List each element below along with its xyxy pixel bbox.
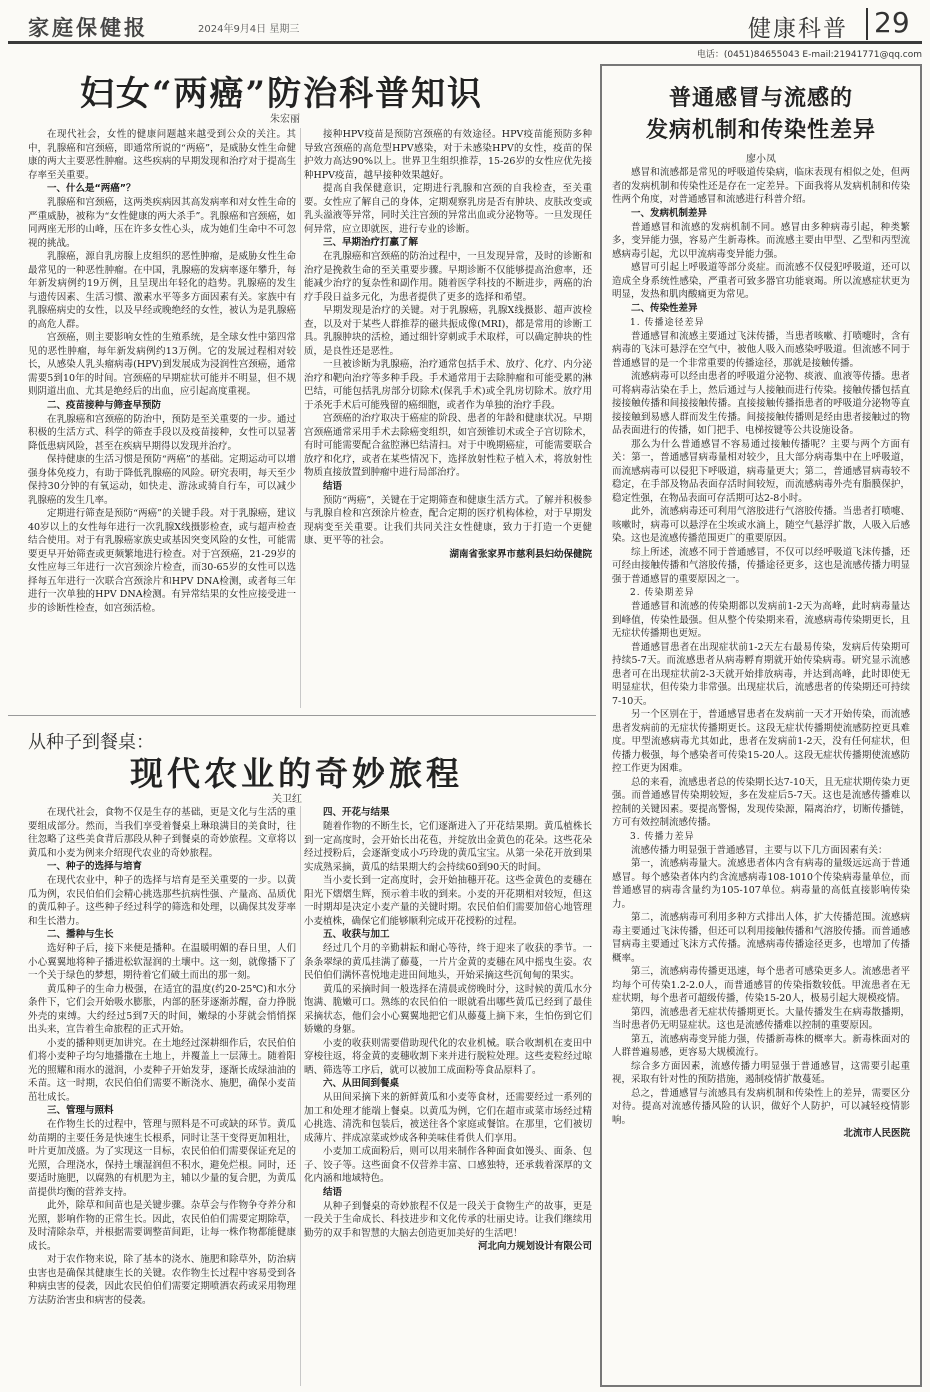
paragraph: 宫颈癌的治疗取决于癌症的阶段、患者的年龄和健康状况。早期宫颈癌通常采用手术去除癌变组织，如宫颈锥切术或全子宫切除术，有时可能需要配合盆腔淋巴结清扫。对于中晚期癌症，可能需要联合放疗和化疗，或者在某些情况下，选择放射性粒子植入术，将放射性物质直接放置到肿瘤中进行局部治疗。 bbox=[304, 413, 592, 478]
section-heading: 三、早期治疗打赢了解 bbox=[323, 237, 419, 248]
paragraph: 小麦加工成面粉后，则可以用来制作各种面食如馒头、面条、包子、饺子等。这些面食不仅营养丰富、口感独特，还承载着深厚的文化内涵和地域特色。 bbox=[304, 1146, 592, 1184]
paragraph: 总之，普通感冒与流感具有发病机制和传染性上的差异，需要区分对待。提高对流感传播风险的认识，做好个人防护，可以减轻疫情影响。 bbox=[612, 1087, 910, 1126]
section-heading: 二、疫苗接种与筛查早预防 bbox=[47, 399, 162, 411]
article1-column-left bbox=[28, 128, 296, 708]
section-heading: 二、播种与生长 bbox=[47, 929, 114, 940]
subsection-heading: 2. 传染期差异 bbox=[630, 588, 695, 598]
section-heading: 五、收获与加工 bbox=[323, 929, 390, 940]
paragraph: 早期发现是治疗的关键。对于乳腺癌，乳腺X线摄影、超声波检查，以及对于某些人群推荐的磁共振成像(MRI)，都是常用的诊断工具。乳腺肿块的活检，通过细针穿刺或手术取样，可以确定肿块的性质，是良性还是恶性。 bbox=[304, 305, 592, 357]
paragraph: 提高自我保健意识，定期进行乳腺和宫颈的自我检查，至关重要。女性应了解自己的身体，定期观察乳房是否有肿块、皮肤改变或乳头溢液等异常，同时关注宫颈的异常出血或分泌物等。一旦发现任何异常，应立即就医，进行专业的诊断。 bbox=[304, 183, 592, 235]
section-heading: 一、发病机制差异 bbox=[631, 207, 708, 219]
paragraph: 综合多方面因素，流感传播力明显强于普通感冒，这需要引起重视，采取有针对性的预防措施，遏制疫情扩散蔓延。 bbox=[612, 1060, 910, 1085]
paragraph: 综上所述，流感不同于普通感冒，不仅可以经呼吸道飞沫传播，还可经由接触传播和气溶胶传播，传播途径更多，这也是流感传播力明显强于普通感冒的重要原因之一。 bbox=[612, 546, 910, 585]
paragraph: 黄瓜的采摘时间一般选择在清晨或傍晚时分，这时候的黄瓜水分饱满、脆嫩可口。熟练的农民伯伯一眼就看出哪些黄瓜已经到了最佳采摘状态，他们会小心翼翼地把它们从藤蔓上摘下来，生怕伤到它们娇嫩的身躯。 bbox=[304, 983, 592, 1035]
section-heading: 一、什么是“两癌”？ bbox=[47, 183, 136, 194]
paragraph: 另一个区别在于，普通感冒患者在发病前一天才开始传染，而流感患者发病前的无症状传播期更长。这段无症状传播期使流感防控更具难度。甲型流感病毒尤其如此，患者在发病前1-2天，没有任何症状，但传播力极强，每个感染者可传染15-20人。这段无症状传播期使流感防控工作更为困难。 bbox=[612, 709, 910, 774]
paragraph: 此外，流感病毒还可利用气溶胶进行气溶胶传播。当患者打喷嚏、咳嗽时，病毒可以悬浮在尘埃或水滴上，随空气悬浮扩散，人吸入后感染。这也是流感传播范围更广的重要原因。 bbox=[612, 506, 910, 544]
paragraph: 小麦的收获则需要借助现代化的农业机械。联合收割机在麦田中穿梭往返，将金黄的麦穗收割下来并进行脱粒处理。这些麦粒经过晾晒、筛选等工序后，就可以被加工成面粉等食品原料了。 bbox=[304, 1037, 592, 1076]
paragraph: 第三，流感病毒传播更迅速，每个患者可感染更多人。流感患者平均每个可传染1.2-2.0人，而普通感冒的传染指数较低。甲流患者在无症状期，每个患者可超级传播，传染15-20人，极易引起大规模疫情。 bbox=[612, 966, 910, 1004]
section-heading: 结语 bbox=[323, 480, 343, 492]
section-heading: 六、从田间到餐桌 bbox=[323, 1078, 400, 1089]
author-affiliation: 湖南省张家界市慈利县妇幼保健院 bbox=[449, 548, 592, 560]
paragraph: 对于农作物来说，除了基本的浇水、施肥和除草外，防治病虫害也是确保其健康生长的关键。农作物生长过程中容易受到各种病虫害的侵袭，因此农民伯伯们需要定期喷洒农药或采用物理方法防治害虫和病害的侵袭。 bbox=[28, 1254, 296, 1306]
paragraph: 在乳腺癌和宫颈癌的防治中，预防是至关重要的一步。通过积极的生活方式、科学的筛查手段以及疫苗接种，女性可以显著降低患病风险，甚至在疾病早期得以发现并治疗。 bbox=[28, 413, 296, 452]
paragraph: 感冒可引起上呼吸道等部分炎症。而流感不仅侵犯呼吸道，还可以造成全身系统性感染，严重者可致多器官功能衰竭。所以流感症状更为明显，发热和肌肉酸痛更为常见。 bbox=[612, 262, 910, 300]
paragraph: 流感传播力明显强于普通感冒，主要与以下几方面因素有关： bbox=[631, 844, 888, 856]
newspaper-name: 家庭保健报 bbox=[28, 16, 148, 40]
masthead-divider bbox=[866, 8, 868, 40]
paragraph: 感冒和流感都是常见的呼吸道传染病，临床表现有相似之处，但两者的发病机制和传染性还是存在一定差异。下面我将从发病机制和传染性两个角度，对普通感冒和流感进行科普介绍。 bbox=[612, 167, 910, 205]
section-heading: 结语 bbox=[323, 1186, 343, 1198]
section-name: 健康科普 bbox=[748, 16, 848, 42]
paragraph: 在现代社会，食物不仅是生存的基础，更是文化与生活的重要组成部分。然而，当我们享受着餐桌上琳琅满目的美食时，往往忽略了这些美食背后那段从种子到餐桌的奇妙旅程。文章将以黄瓜和小麦为例来介绍现代农业的奇妙旅程。 bbox=[28, 807, 296, 859]
paragraph: 从种子到餐桌的奇妙旅程不仅是一段关于食物生产的故事，更是一段关于生命成长、科技进步和文化传承的壮丽史诗。让我们继续用勤劳的双手和智慧的大脑去创造更加美好的生活吧！ bbox=[304, 1200, 592, 1239]
article2-title: 现代农业的奇妙旅程 bbox=[130, 754, 463, 793]
paragraph: 在乳腺癌和宫颈癌的防治过程中，一旦发现异常，及时的诊断和治疗是挽救生命的至关重要步骤。早期诊断不仅能够提高治愈率，还能减少治疗的复杂性和副作用。随着医学科技的不断进步，两癌的治疗手段日益多元化，为患者提供了更多的选择和希望。 bbox=[304, 251, 592, 303]
paragraph: 总的来看，流感患者总的传染期长达7-10天，且无症状期传染力更强。而普通感冒传染期较短，多在发症后5-7天。这也是流感传播难以控制的关键因素。要提高警惕，发现传染源，隔离治疗，切断传播链，方可有效控制流感传播。 bbox=[612, 776, 910, 828]
author-affiliation: 河北向力规划设计有限公司 bbox=[477, 1241, 592, 1252]
author-affiliation: 北流市人民医院 bbox=[843, 1128, 910, 1139]
paragraph: 经过几个月的辛勤耕耘和耐心等待，终于迎来了收获的季节。一条条翠绿的黄瓜挂满了藤蔓，一片片金黄的麦穗在风中摇曳生姿。农民伯伯们满怀喜悦地走进田间地头，开始采摘这些沉甸甸的果实。 bbox=[304, 943, 592, 981]
section-heading: 二、传染性差异 bbox=[631, 302, 698, 314]
column-divider bbox=[300, 128, 301, 708]
paragraph: 当小麦长到一定高度时，会开始抽穗开花。这些金黄色的麦穗在阳光下熠熠生辉，预示着丰收的到来。小麦的开花期相对较短，但这一时期却是决定小麦产量的关键时期。农民伯伯们需要加倍心地管理小麦植株，确保它们能够顺利完成开花授粉的过程。 bbox=[304, 875, 592, 927]
paragraph: 乳腺癌，源自乳房腺上皮组织的恶性肿瘤，是威胁女性生命最常见的一种恶性肿瘤。在中国，乳腺癌的发病率逐年攀升，每年新发病例约19万例，且呈现出年轻化的趋势。乳腺癌的发生与遗传因素、生活习惯、激素水平等多方面因素有关。家族中有乳腺癌病史的女性，以及早经或晚绝经的女性，被认为是乳腺癌的高危人群。 bbox=[28, 251, 296, 330]
paragraph: 保持健康的生活习惯是预防“两癌”的基础。定期运动可以增强身体免疫力，有助于降低乳腺癌的风险。研究表明，每天至少保持30分钟的有氧运动，如快走、游泳或骑自行车，可以减少乳腺癌的发生几率。 bbox=[28, 454, 296, 506]
contact-info: 电话：(0451)84655043 E-mail:21941771@qq.com bbox=[696, 50, 922, 60]
article3-author: 廖小凤 bbox=[746, 154, 776, 165]
paragraph: 普通感冒和流感的发病机制不同。感冒由多种病毒引起，种类繁多，变异能力强，容易产生新毒株。而流感主要由甲型、乙型和丙型流感病毒引起，尤以甲流病毒变异能力强。 bbox=[612, 221, 910, 260]
article2-kicker: 从种子到餐桌： bbox=[28, 732, 154, 753]
paragraph: 选好种子后，接下来便是播种。在温暖明媚的春日里，人们小心翼翼地将种子播进松软湿润的土壤中。这一刻，就像播下了一个关于绿色的梦想，期待着它们破土而出的那一刻。 bbox=[28, 943, 296, 981]
section-heading: 四、开花与结果 bbox=[323, 807, 390, 818]
paragraph: 第一，流感病毒量大。流感患者体内含有病毒的量级远远高于普通感冒。每个感染者体内约含流感病毒108-1010个传染病毒量单位，而普通感冒的病毒含量约为105-107单位。病毒量的高低直接影响传染力。 bbox=[612, 858, 910, 910]
paragraph: 第五，流感病毒变异能力强，传播新毒株的概率大。新毒株面对的人群普遍易感，更容易大规模流行。 bbox=[612, 1033, 910, 1058]
paragraph: 此外，除草和间苗也是关键步骤。杂草会与作物争夺养分和光照，影响作物的正常生长。因此，农民伯伯们需要定期除草，及时清除杂草，并根据需要调整苗间距，让每一株作物都能健康成长。 bbox=[28, 1200, 296, 1252]
section-heading: 一、种子的选择与培育 bbox=[47, 861, 143, 872]
article3-title bbox=[600, 82, 922, 146]
paragraph: 普通感冒和流感主要通过飞沫传播，当患者咳嗽、打喷嚏时，含有病毒的飞沫可悬浮在空气中，被他人吸入而感染呼吸道。但流感不同于普通感冒的是一个非常重要的传播途径，那就是接触传播。 bbox=[612, 330, 910, 369]
article2-column-right bbox=[304, 806, 592, 1388]
paragraph: 在作物生长的过程中，管理与照料是不可或缺的环节。黄瓜幼苗期的主要任务是快速生长根系，同时让茎干变得更加粗壮，叶片更加茂盛。为了实现这一目标，农民伯伯们需要保证充足的光照，合理浇水，保持土壤湿润但不积水，避免烂根。同时，还要适时施肥，以腐熟的有机肥为主，辅以少量的复合肥，为黄瓜苗提供均衡的营养支持。 bbox=[28, 1119, 296, 1198]
article1-column-right bbox=[304, 128, 592, 708]
paragraph: 宫颈癌，则主要影响女性的生殖系统，是全球女性中第四常见的恶性肿瘤，每年新发病例约13万例。它的发展过程相对较长，从感染人乳头瘤病毒(HPV)到发展成为浸润性宫颈癌，通常需要5到10年的时间。宫颈癌的早期症状可能并不明显，但不规则阴道出血、尤其是绝经后的出血，应引起高度重视。 bbox=[28, 332, 296, 397]
article3-body bbox=[612, 166, 910, 1382]
paragraph: 普通感冒和流感的传染期都以发病前1-2天为高峰，此时病毒量达到峰值，传染性最强。但从整个传染期来看，流感病毒传染期更长，且无症状传播期也更短。 bbox=[612, 601, 910, 639]
paragraph: 乳腺癌和宫颈癌，这两类疾病因其高发病率和对女性生命的严重威胁，被称为“女性健康的两大杀手”。乳腺癌和宫颈癌，如同两座无形的山峰，压在许多女性心头，成为她们生命中不可忽视的挑战。 bbox=[28, 197, 296, 249]
paragraph: 那么为什么普通感冒不容易通过接触传播呢？主要与两个方面有关：第一，普通感冒病毒量相对较少，且大部分病毒集中在上呼吸道，而流感病毒可以侵犯下呼吸道，病毒量更大；第二，普通感冒病毒较不稳定，在手部及物品表面存活时间较短，而流感病毒外壳有脂膜保护，稳定性强，在物品表面可存活期可达2-8小时。 bbox=[612, 438, 910, 504]
paragraph: 随着作物的不断生长，它们逐渐进入了开花结果期。黄瓜植株长到一定高度时，会开始长出花苞，并绽放出金黄色的花朵。这些花朵经过授粉后，会逐渐变成小巧玲珑的黄瓜宝宝。从第一朵花开放到果实成熟采摘，黄瓜的结果期大约会持续60到90天的时间。 bbox=[304, 821, 592, 873]
subsection-heading: 3. 传播力差异 bbox=[630, 831, 695, 842]
paragraph: 小麦的播种则更加讲究。在土地经过深耕细作后，农民伯伯们将小麦种子均匀地播撒在土地上，并覆盖上一层薄土。随着阳光的照耀和雨水的滋润，小麦种子开始发芽，逐渐长成绿油油的禾苗。这一时期，农民伯伯们需要不断浇水、施肥，确保小麦苗茁壮成长。 bbox=[28, 1037, 296, 1103]
paragraph: 在现代社会，女性的健康问题越来越受到公众的关注。其中，乳腺癌和宫颈癌，即通常所说的“两癌”，是威胁女性生命健康的两大主要恶性肿瘤。这些疾病的早期发现和治疗对于提高生存率至关重要。 bbox=[28, 129, 296, 181]
paragraph: 从田间采摘下来的新鲜黄瓜和小麦等食材，还需要经过一系列的加工和处理才能端上餐桌。以黄瓜为例，它们在超市或菜市场经过精心挑选、清洗和包装后，被送往各个家庭或餐馆。在那里，它们被切成薄片、拌成凉菜或炒成各种美味佳肴供人们享用。 bbox=[304, 1092, 592, 1144]
paragraph: 定期进行筛查是预防“两癌”的关键手段。对于乳腺癌，建议40岁以上的女性每年进行一次乳腺X线摄影检查，或与超声检查结合使用。对于有乳腺癌家族史或基因突变风险的女性，可能需要更早开始筛查或更频繁地进行检查。对于宫颈癌，21-29岁的女性应每三年进行一次宫颈涂片检查，而30-65岁的女性可以选择每五年进行一次联合宫颈涂片和HPV DNA检测，或者每三年进行一次单独的HPV DNA检测。有异常结果的女性应接受进一步的诊断性检查，如宫颈活检。 bbox=[28, 508, 296, 614]
article1-author: 朱宏丽 bbox=[270, 114, 300, 125]
paragraph: 黄瓜种子的生命力极强，在适宜的温度(约20-25℃)和水分条件下，它们会开始吸水膨胀，内部的胚芽逐渐苏醒，奋力挣脱外壳的束缚。大约经过5到7天的时间，嫩绿的小芽就会悄悄探出头来，宣告着生命旅程的正式开始。 bbox=[28, 983, 296, 1035]
paragraph: 在现代农业中，种子的选择与培育是至关重要的一步。以黄瓜为例，农民伯伯们会精心挑选那些抗病性强、产量高、品质优的黄瓜种子。这些种子经过科学的筛选和处理，以确保其发芽率和生长潜力。 bbox=[28, 875, 296, 927]
column-divider bbox=[300, 806, 301, 1386]
article2-author: 关卫红 bbox=[272, 794, 302, 805]
article3-title-line1: 普通感冒与流感的 bbox=[668, 85, 853, 111]
page-number: 29 bbox=[874, 6, 910, 39]
subsection-heading: 1. 传播途径差异 bbox=[630, 317, 705, 328]
issue-date: 2024年9月4日 星期三 bbox=[198, 24, 300, 35]
article3-title-line2: 发病机制和传染性差异 bbox=[645, 117, 876, 143]
paragraph: 流感病毒可以经由患者的呼吸道分泌物、痰液、血液等传播。患者可将病毒沾染在手上，然后通过与人接触而进行传染。接触传播包括直接接触传播和间接接触传播。直接接触传播指患者的呼吸道分泌物等直接接触到易感人群而发生传播。间接接触传播则是经由患者接触过的物品表面进行的传播，如门把手、电梯按键等公共设施设备。 bbox=[612, 371, 910, 436]
article2-column-left bbox=[28, 806, 296, 1388]
section-heading: 三、管理与照料 bbox=[47, 1105, 114, 1116]
paragraph: 接种HPV疫苗是预防宫颈癌的有效途径。HPV疫苗能预防多种导致宫颈癌的高危型HPV感染，对于未感染HPV的女性，疫苗的保护效力高达90%以上。世界卫生组织推荐，15-26岁的女性应优先接种HPV疫苗，越早接种效果越好。 bbox=[304, 129, 592, 181]
paragraph: 预防“两癌”，关键在于定期筛查和健康生活方式。了解并积极参与乳腺自检和宫颈涂片检查，配合定期的医疗机构体检，对于早期发现病变至关重要。让我们共同关注女性健康，致力于打造一个更健康、更平等的社会。 bbox=[304, 494, 592, 546]
article1-title: 妇女“两癌”防治科普知识 bbox=[80, 74, 484, 114]
paragraph: 一旦被诊断为乳腺癌，治疗通常包括手术、放疗、化疗、内分泌治疗和靶向治疗等多种手段。手术通常用于去除肿瘤和可能受累的淋巴结，可能包括乳房部分切除术(保乳手术)或全乳房切除术。放疗用于杀死手术后可能残留的癌细胞，或者作为单独的治疗手段。 bbox=[304, 359, 592, 411]
masthead bbox=[8, 6, 922, 44]
paragraph: 第二，流感病毒可利用多种方式排出人体，扩大传播范围。流感病毒主要通过飞沫传播，但还可以利用接触传播和气溶胶传播。而普通感冒病毒主要通过飞沫方式传播。流感病毒传播途径更多，也增加了传播概率。 bbox=[612, 912, 910, 964]
article-separator bbox=[8, 715, 596, 716]
paragraph: 普通感冒患者在出现症状前1-2天左右最易传染，发病后传染期可持续5-7天。而流感患者从病毒孵育期就开始传染病毒。研究显示流感患者可在出现症状前2-3天就开始排放病毒，并达到高峰，此时即使无明显症状，但传染力非常强。出现症状后，流感患者的传染期还可持续7-10天。 bbox=[612, 641, 910, 707]
paragraph: 第四，流感患者无症状传播期更长。大量传播发生在病毒散播期，当时患者仍无明显症状。这也是流感传播难以控制的重要原因。 bbox=[612, 1006, 910, 1031]
